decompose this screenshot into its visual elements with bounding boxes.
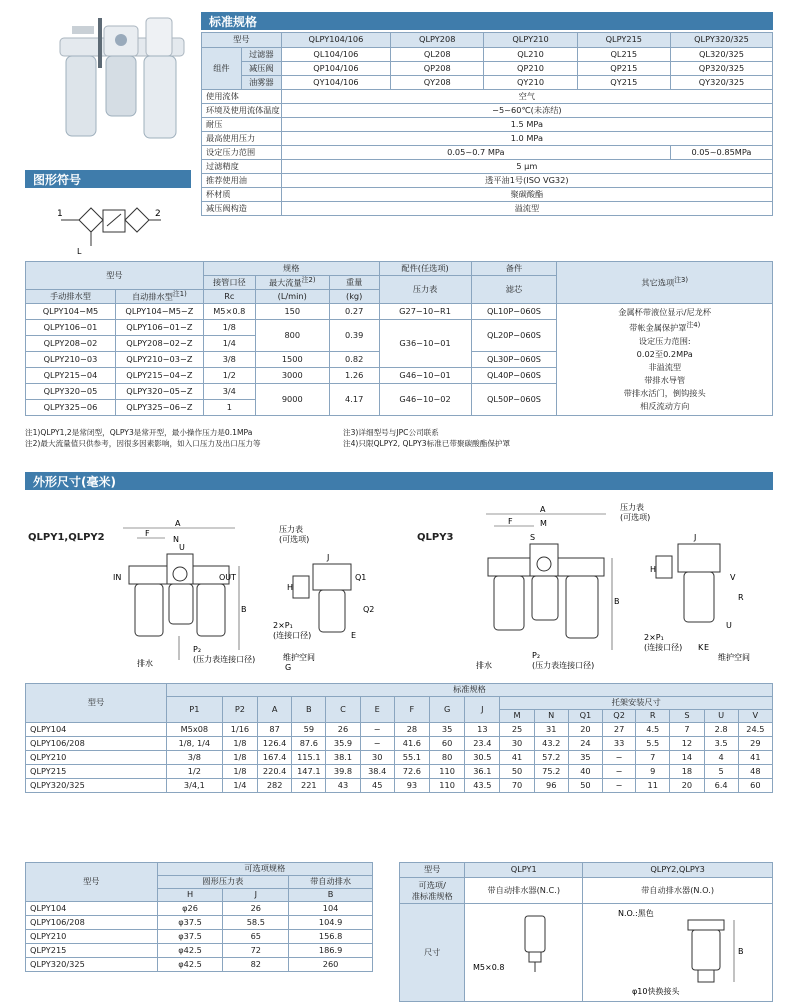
svg-text:E: E (704, 643, 710, 652)
option-3: 设定压力范围: (638, 335, 691, 346)
svg-text:维护空间: 维护空间 (718, 653, 750, 662)
dimension-drawing-left (115, 520, 395, 678)
option-2: 带帐金属保护罩 (629, 322, 687, 333)
svg-text:(连接口径): (连接口径) (644, 643, 683, 652)
svg-text:压力表: 压力表 (279, 525, 303, 534)
symbol-section-title: 图形符号 (25, 170, 191, 188)
svg-text:B: B (614, 597, 620, 606)
svg-text:2×P₁: 2×P₁ (644, 633, 664, 642)
drain-outlet-label: 排水 (137, 659, 153, 668)
option-4: 0.02至0.2MPa (636, 348, 693, 359)
svg-text:U: U (726, 621, 732, 630)
product-photo (58, 12, 186, 144)
spec-table: 型号 QLPY104/106 QLPY208 QLPY210 QLPY215 QLPY320/325 组件 过滤器 QL104/106 QL208 QL210 QL215 QL320/325 减压阀 QP104/106 QP208 QP210 QP215 QP320/325 油雾器 QY104/106 QY208 QY210 QY215 QY320/325 使用流体 空气 环境及使用流体温度 −5~60℃(未冻结) 耐压 1.5 MPa 最高使用压力 1.0 MPa 设定压力范围 0.05~0.7 MPa 0.05~0.85MPa 过滤精度 5 μm 推荐使用油 透平油1号(ISO VG32) 杯材质 聚碳酸酯 减压阀构造 溢流型 (201, 32, 773, 216)
svg-text:Q1: Q1 (355, 573, 367, 582)
out-label: OUT (219, 573, 237, 582)
svg-text:P₂: P₂ (193, 645, 202, 654)
svg-text:M: M (540, 519, 547, 528)
svg-text:P₂: P₂ (532, 651, 541, 660)
option-6: 带排水导管 (644, 374, 686, 385)
svg-text:(可选项): (可选项) (279, 535, 310, 544)
svg-text:(压力表连接口径): (压力表连接口径) (193, 655, 256, 664)
svg-text:G: G (285, 663, 292, 672)
table-row: QLPY215 1/2 1/8 220.4 147.1 39.8 38.4 72.6 110 36.1 50 75.2 40 − 9 18 5 48 (26, 765, 773, 779)
svg-text:(可选项): (可选项) (620, 513, 651, 522)
drain-label: L (77, 247, 82, 256)
port-1-label: 1 (57, 209, 63, 219)
svg-text:N.O.:黑色: N.O.:黑色 (617, 909, 654, 919)
table-row: QLPY106/208 1/8, 1/4 1/8 126.4 87.6 35.9 − 41.6 60 23.4 30 43.2 24 33 5.5 12 3.5 29 (26, 737, 773, 751)
table-row: QLPY104 φ26 26 104 (26, 902, 373, 916)
svg-text:H: H (287, 583, 294, 592)
svg-text:U: U (179, 543, 185, 552)
in-label: IN (113, 573, 122, 582)
table-row: QLPY104 M5x08 1/16 87 59 26 − 28 35 13 25 31 20 27 4.5 7 2.8 24.5 (26, 723, 773, 737)
svg-text:压力表: 压力表 (620, 503, 644, 512)
svg-text:φ10快换接头: φ10快换接头 (631, 987, 680, 997)
qlpy1-2-label: QLPY1,QLPY2 (28, 532, 105, 543)
drain-spec-table: 型号 QLPY1 QLPY2,QLPY3 可选项/ 准标准规格 带自动排水器(N.C.) 带自动排水器(N.O.) 尺寸 M5×0.8 N.O.:黑色 B φ10快换接头 (399, 862, 773, 1002)
option-5: 非溢流型 (648, 361, 682, 372)
qlpy3-label: QLPY3 (417, 532, 454, 543)
option-spec-table: 型号 可选项规格 圆形压力表 带自动排水 H J B QLPY104 φ26 26 104 QLPY106/208 φ37.5 58.5 104.9 QLPY210 φ37.5 65 156.8 QLPY215 φ42.5 72 186.9 QLPY320/325 φ42.5 82 260 (25, 862, 373, 972)
svg-text:Q2: Q2 (363, 605, 375, 614)
svg-text:A: A (540, 505, 546, 514)
model-notes-right: 注3)详细型号与JPC公司联系 注4)只限QLPY2, QLPY3标准已带聚碳酸酯保护罩 (343, 428, 511, 448)
option-1: 金属杯带液位显示/尼龙杯 (618, 307, 712, 318)
port-2-label: 2 (155, 209, 161, 219)
table-row: QLPY320/325 3/4,1 1/4 282 221 43 45 93 110 43.5 70 96 50 − 11 20 6.4 60 (26, 779, 773, 793)
table-row: QLPY210 φ37.5 65 156.8 (26, 930, 373, 944)
svg-text:J: J (327, 553, 330, 562)
svg-text:维护空间: 维护空间 (283, 653, 315, 662)
svg-text:2×P₁: 2×P₁ (273, 621, 293, 630)
option-7: 带排水活门，倒钩接头 (623, 387, 706, 398)
dims-section-title: 外形尺寸(毫米) (25, 472, 773, 490)
svg-text:B: B (737, 947, 744, 957)
pneumatic-symbol (55, 198, 165, 258)
svg-text:R: R (738, 593, 744, 602)
svg-text:(连接口径): (连接口径) (273, 631, 312, 640)
svg-text:(压力表连接口径): (压力表连接口径) (532, 661, 595, 670)
table-row: QLPY320/325 φ42.5 82 260 (26, 958, 373, 972)
table-row: QLPY106/208 φ37.5 58.5 104.9 (26, 916, 373, 930)
dimension-drawing-right (478, 500, 778, 672)
svg-text:J: J (694, 533, 697, 542)
model-notes-left: 注1)QLPY1,2是常闭型，QLPY3是常开型，最小操作压力是0.1MPa 注2)最大流量值只供参考，因很多因素影响，如入口压力及出口压力等 (25, 428, 261, 448)
svg-text:S: S (530, 533, 536, 542)
svg-text:M5×0.8: M5×0.8 (472, 963, 505, 973)
svg-text:A: A (175, 519, 181, 528)
model-table: 型号 规格 配件(任选项) 备件 其它选项$^{注3)}$ 接管口径 最大流量$^{注2)}$ 重量 压力表 滤芯 手动排水型 自动排水型$^{注1)}$ Rc (L/min) (kg) QLPY104−M5 QLPY104−M5−Z M5×0.8 150 0.27 G27−10−R1 QL10P−060S 金属杯带液位显示/尼龙杯 带帐金属保护罩$^{注4)}$ 设定压力范围: 0.02至0.2MPa 非溢流型 带排水导管 带排水活门，倒钩接头 相反流动方向 QLPY106−01 QLPY106−01−Z 1/8 800 0.39 G36−10−01 QL20P−060S QLPY208−02 QLPY208−02−Z 1/4 QLPY210−03 QLPY210−03−Z 3/8 1500 0.82 QL30P−060S QLPY215−04 QLPY215−04−Z 1/2 3000 1.26 G46−10−01 QL40P−060S QLPY320−05 QLPY320−05−Z 3/4 9000 4.17 G46−10−02 QL50P−060S QLPY325−06 QLPY325−06−Z 1 (25, 261, 773, 416)
svg-text:N: N (173, 535, 179, 544)
spec-section-title: 标准规格 (201, 12, 773, 30)
svg-text:F: F (508, 517, 513, 526)
svg-text:K: K (698, 643, 704, 652)
dimension-table: 型号 标准规格 P1 P2 A B C E F G J 托架安装尺寸 M N Q1 Q2 R S U V QLPY104 M5x08 1/16 87 59 26 − 28 35 13 25 31 20 27 4.5 7 2.8 24.5 QLPY106/208 1/8, 1/4 1/8 126.4 87.6 35.9 − 41.6 60 23.4 30 43.2 24 33 5.5 12 3.5 29 QLPY210 3/8 1/8 167.4 115.1 38.1 30 55.1 80 30.5 41 57.2 35 − 7 14 4 41 QLPY215 1/2 1/8 220.4 147.1 39.8 38.4 72.6 110 36.1 50 75.2 40 − 9 18 5 48 QLPY320/325 3/4,1 1/4 282 221 43 45 93 110 43.5 70 96 50 − 11 20 6.4 60 (25, 683, 773, 793)
table-row: QLPY210 3/8 1/8 167.4 115.1 38.1 30 55.1 80 30.5 41 57.2 35 − 7 14 4 41 (26, 751, 773, 765)
table-row: QLPY215 φ42.5 72 186.9 (26, 944, 373, 958)
svg-text:B: B (241, 605, 247, 614)
svg-text:E: E (351, 631, 357, 640)
svg-text:V: V (730, 573, 736, 582)
svg-text:H: H (650, 565, 657, 574)
svg-text:F: F (145, 529, 150, 538)
svg-text:排水: 排水 (476, 661, 492, 670)
nc-drain-drawing (469, 906, 579, 996)
no-drain-drawing (588, 906, 768, 996)
option-8: 相反流动方向 (640, 400, 690, 411)
